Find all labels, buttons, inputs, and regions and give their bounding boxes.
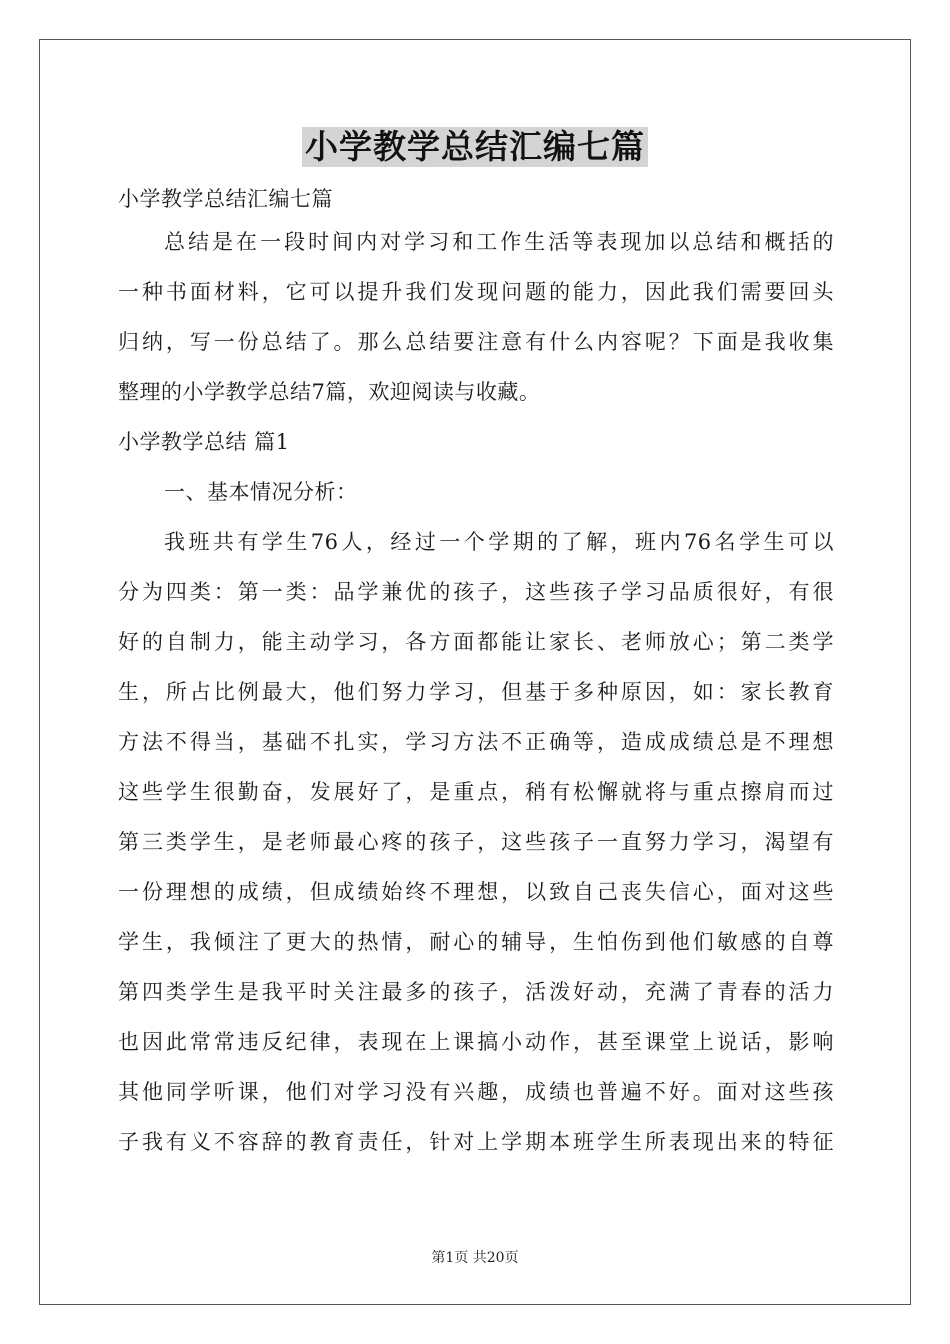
paragraph-line: 学生，我倾注了更大的热情，耐心的辅导，生怕伤到他们敏感的自尊 [118,930,834,954]
paragraph-line: 整理的小学教学总结7篇，欢迎阅读与收藏。 [118,380,541,404]
title-container [0,127,950,167]
paragraph-line: 好的自制力，能主动学习，各方面都能让家长、老师放心；第二类学 [118,630,834,654]
subsection-heading: 一、基本情况分析： [164,480,358,504]
paragraph-line: 一份理想的成绩，但成绩始终不理想，以致自己丧失信心，面对这些 [118,880,834,904]
document-body [118,181,834,1167]
paragraph-line: 子我有义不容辞的教育责任，针对上学期本班学生所表现出来的特征 [118,1130,834,1154]
paragraph-line: 归纳，写一份总结了。那么总结要注意有什么内容呢？下面是我收集 [118,330,834,354]
subtitle-line: 小学教学总结汇编七篇 [118,187,333,211]
paragraph-line: 生，所占比例最大，他们努力学习，但基于多种原因，如：家长教育 [118,680,834,704]
paragraph-line: 其他同学听课，他们对学习没有兴趣，成绩也普遍不好。面对这些孩 [118,1080,834,1104]
section-heading: 小学教学总结 篇1 [118,430,290,454]
paragraph-line: 我班共有学生76人，经过一个学期的了解，班内76名学生可以 [164,530,834,554]
paragraph-line: 一种书面材料，它可以提升我们发现问题的能力，因此我们需要回头 [118,280,834,304]
paragraph-line: 也因此常常违反纪律，表现在上课搞小动作，甚至课堂上说话，影响 [118,1030,834,1054]
page-footer [0,1247,950,1267]
paragraph-line: 方法不得当，基础不扎实，学习方法不正确等，造成成绩总是不理想 [118,730,834,754]
paragraph-line: 这些学生很勤奋，发展好了，是重点，稍有松懈就将与重点擦肩而过 [118,780,834,804]
paragraph-line: 第四类学生是我平时关注最多的孩子，活泼好动，充满了青春的活力 [118,980,834,1004]
paragraph-line: 分为四类：第一类：品学兼优的孩子，这些孩子学习品质很好，有很 [118,580,834,604]
paragraph-line: 第三类学生，是老师最心疼的孩子，这些孩子一直努力学习，渴望有 [118,830,834,854]
page-number: 第1页 共20页 [431,1250,519,1266]
document-title: 小学教学总结汇编七篇 [302,127,648,167]
paragraph-line: 总结是在一段时间内对学习和工作生活等表现加以总结和概括的 [164,230,834,254]
